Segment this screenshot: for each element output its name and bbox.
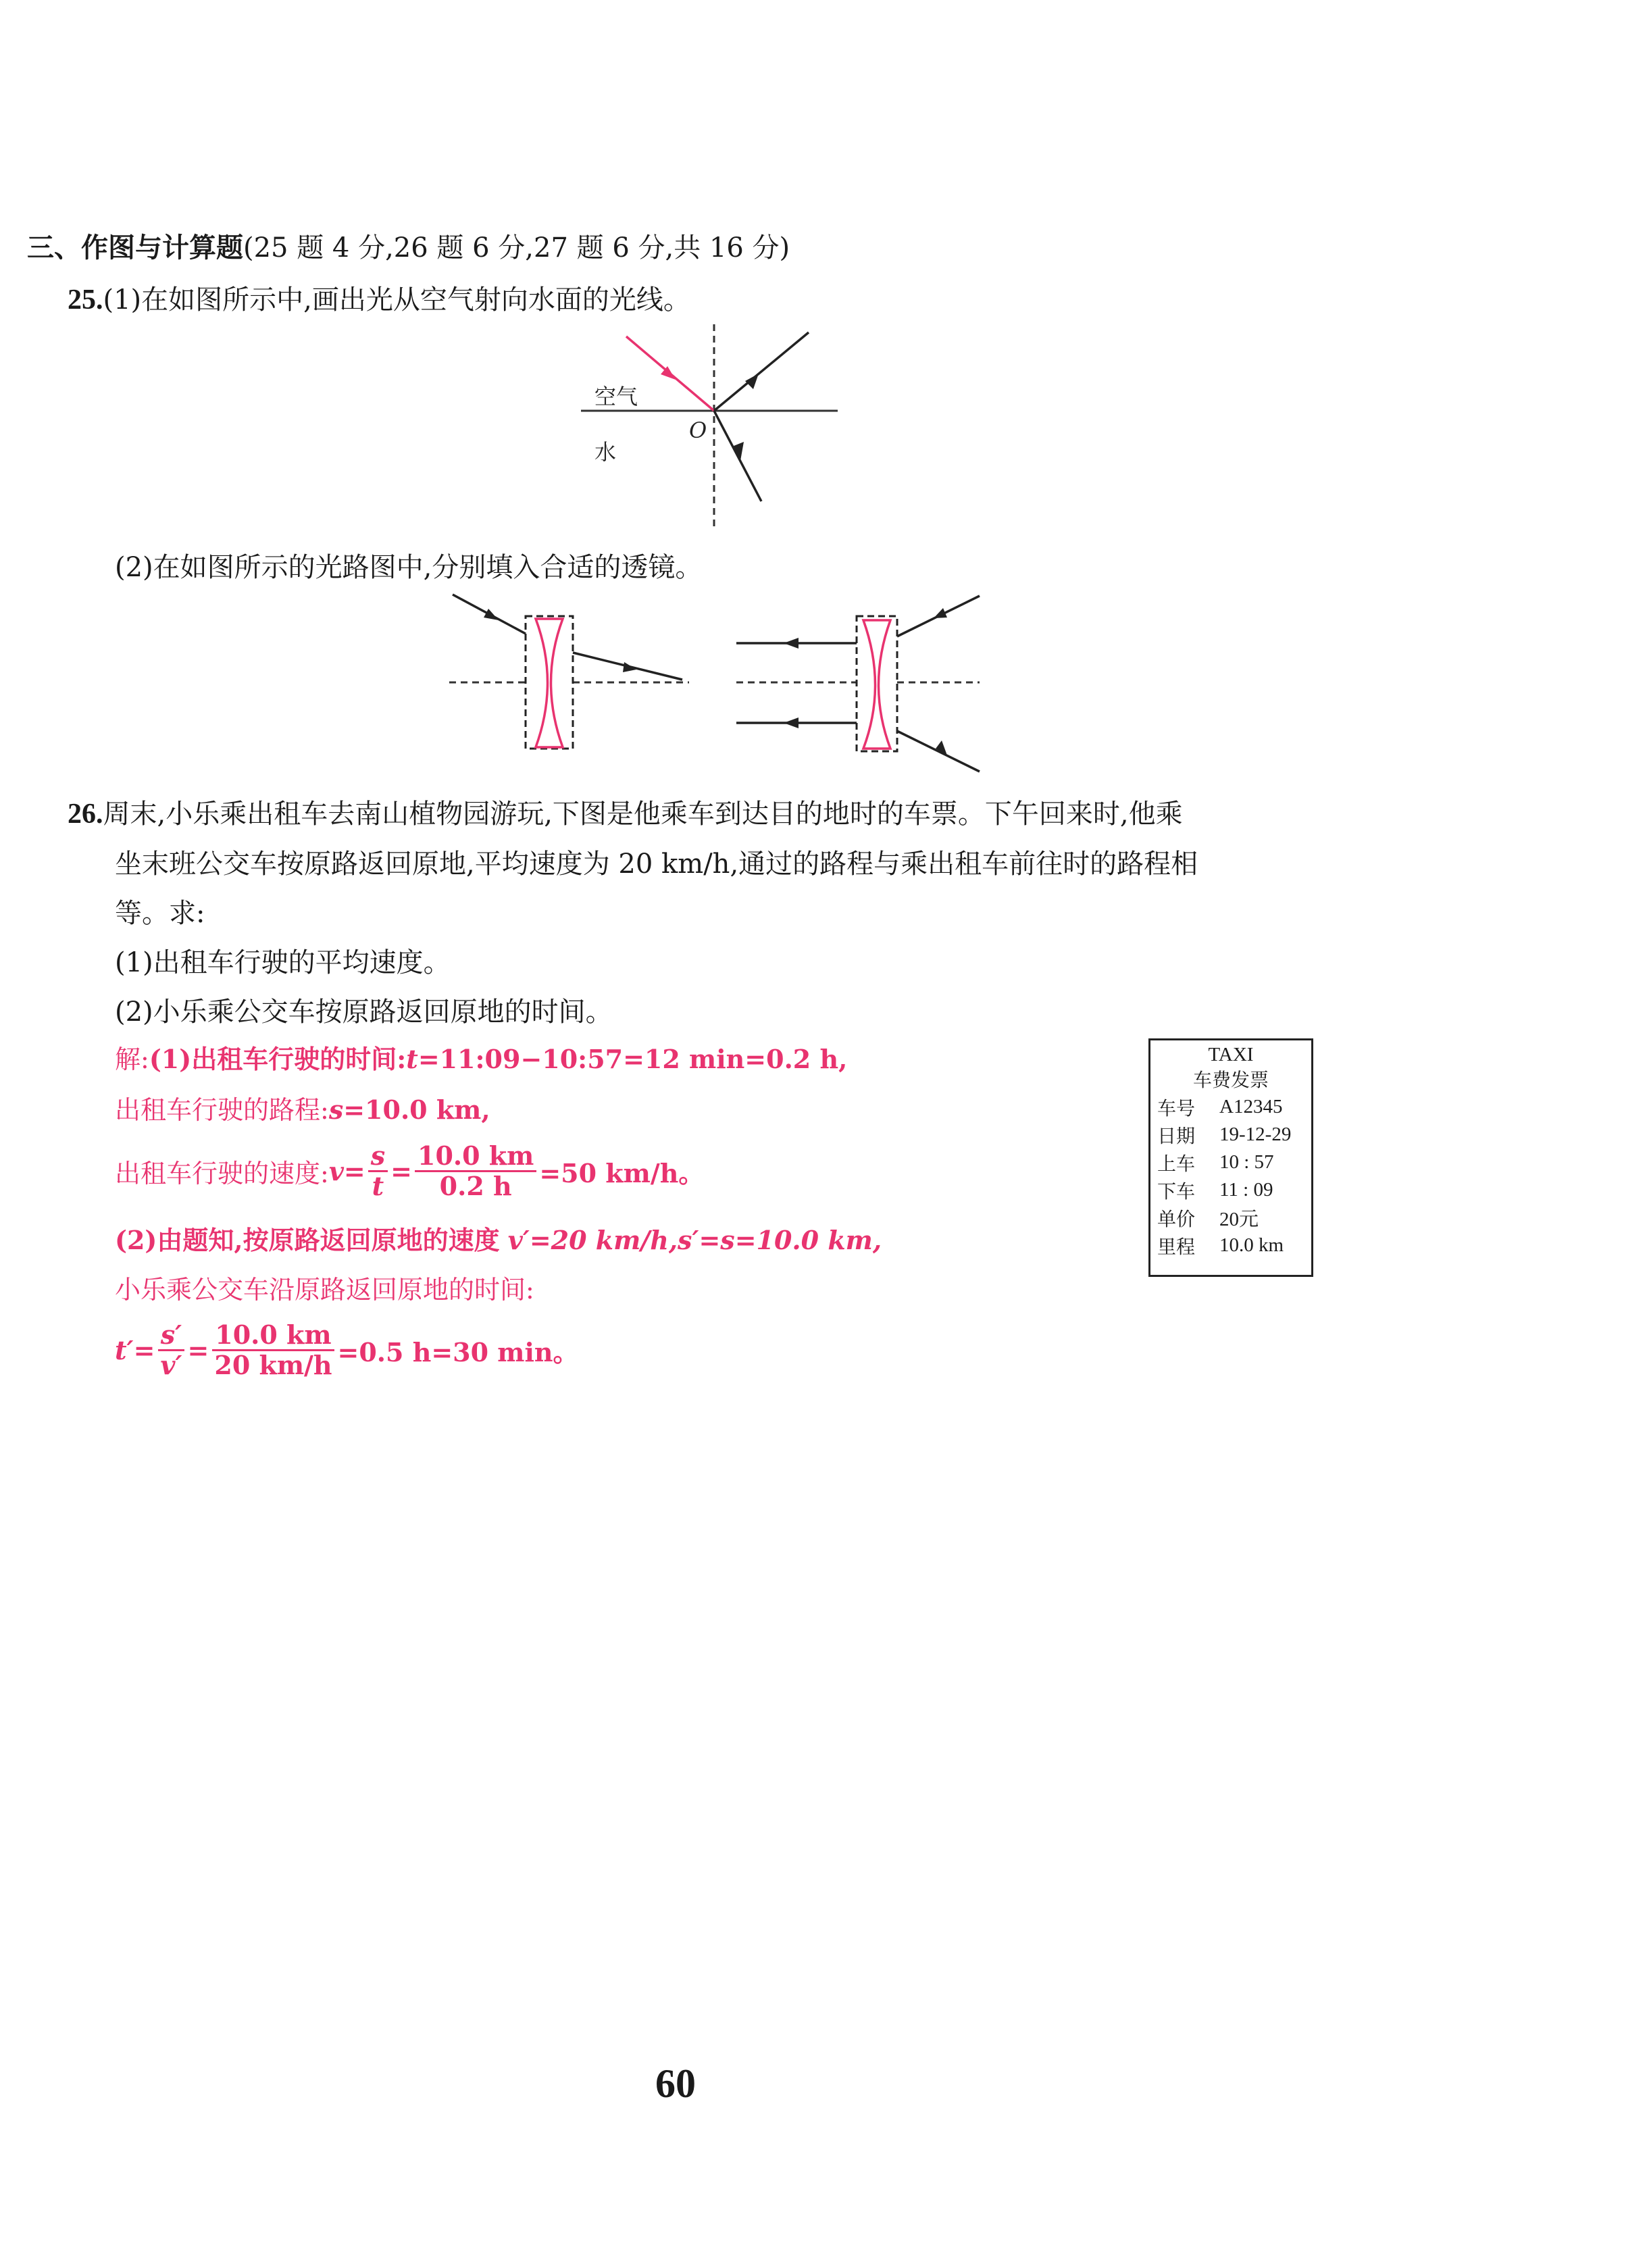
eq-sign-4: = — [187, 1334, 209, 1365]
ticket-row — [1150, 1232, 1311, 1259]
refracted-ray — [714, 411, 761, 501]
ticket-row — [1150, 1204, 1311, 1232]
page-number: 60 — [655, 2061, 696, 2106]
solution-l6-result: =0.5 h=30 min。 — [337, 1336, 579, 1367]
solution-line3 — [115, 1142, 704, 1201]
q25-number: 25. — [68, 284, 103, 316]
eq-sign-3: = — [133, 1334, 155, 1365]
solution-line5: 小乐乘公交车沿原路返回原地的时间: — [115, 1275, 534, 1305]
fraction-values — [415, 1142, 536, 1201]
ticket-value: 10 : 57 — [1219, 1151, 1274, 1173]
fraction-sprime-over-vprime — [157, 1321, 184, 1380]
solution-line6 — [115, 1321, 579, 1380]
solution-l3-result: =50 km/h。 — [539, 1157, 705, 1188]
label-water: 水 — [594, 439, 617, 465]
solution-l4-text: (2)由题知,按原路返回原地的速度 — [115, 1225, 500, 1255]
ticket-value: 10.0 km — [1219, 1234, 1284, 1256]
q26-number: 26. — [68, 799, 103, 830]
concave-lens-answer-right — [863, 620, 890, 749]
frac-num: s — [368, 1142, 388, 1172]
ticket-key: 日期 — [1157, 1124, 1196, 1147]
ticket-value: 11 : 09 — [1219, 1179, 1273, 1201]
ticket-row — [1150, 1149, 1311, 1176]
frac-den-2: 0.2 h — [439, 1170, 512, 1201]
frac-den-3: v′ — [160, 1349, 182, 1380]
taxi-ticket — [1148, 1038, 1313, 1277]
solution-l2-text: 出租车行驶的路程: — [115, 1095, 329, 1125]
eq-sign-2: = — [390, 1155, 412, 1186]
eq-sign: = — [343, 1155, 365, 1186]
fraction-s-over-t — [368, 1142, 388, 1201]
solution-l1-text: (1)出租车行驶的时间: — [149, 1044, 407, 1074]
ticket-row — [1150, 1093, 1311, 1121]
solution-l2-expr: =10.0 km, — [343, 1094, 490, 1125]
ticket-key: 单价 — [1157, 1207, 1196, 1230]
q26-sub2: (2)小乐乘公交车按原路返回原地的时间。 — [115, 997, 613, 1028]
frac-den: t — [372, 1170, 384, 1201]
fraction-values-2 — [211, 1321, 334, 1380]
concave-lens-answer-left — [536, 619, 563, 747]
lens-box-right — [857, 616, 897, 751]
ticket-key: 上车 — [1157, 1152, 1196, 1175]
ticket-value: 20元 — [1219, 1209, 1259, 1230]
reflected-ray — [714, 332, 809, 411]
ticket-title: TAXI — [1208, 1044, 1254, 1065]
solution-l3-text: 出租车行驶的速度: — [115, 1158, 329, 1188]
ticket-row — [1150, 1176, 1311, 1204]
label-o: O — [689, 418, 707, 443]
section-heading: 三、作图与计算题 — [27, 232, 243, 263]
ticket-value: A12345 — [1219, 1096, 1283, 1117]
ticket-key: 里程 — [1157, 1235, 1196, 1258]
q26-line2: 坐末班公交车按原路返回原地,平均速度为 20 km/h,通过的路程与乘出租车前往时的路程相 — [115, 849, 1198, 880]
ticket-key: 下车 — [1157, 1180, 1196, 1203]
refraction-diagram — [581, 318, 851, 534]
q25-part1 — [68, 278, 690, 317]
q26-line1 — [68, 792, 1183, 831]
var-t: t — [406, 1044, 418, 1074]
ticket-value: 19-12-29 — [1219, 1124, 1292, 1145]
section-title — [27, 226, 790, 265]
section-points: (25 题 4 分,26 题 6 分,27 题 6 分,共 16 分) — [243, 232, 790, 263]
q25-part2: (2)在如图所示的光路图中,分别填入合适的透镜。 — [115, 552, 703, 583]
frac-num-2: 10.0 km — [415, 1142, 536, 1172]
reflected-ray-arrow — [745, 374, 759, 389]
lens-diagrams — [446, 588, 986, 777]
solution-l1-expr: =11:09−10:57=12 min=0.2 h, — [417, 1044, 848, 1074]
q26-line1-text: 周末,小乐乘出租车去南山植物园游玩,下图是他乘车到达目的地时的车票。下午回来时,他乘 — [103, 799, 1183, 830]
solution-l4-expr: v′=20 km/h,s′=s=10.0 km, — [507, 1225, 882, 1255]
var-s: s — [328, 1094, 344, 1125]
var-t-prime: t′ — [115, 1334, 134, 1365]
label-air: 空气 — [594, 384, 638, 409]
solution-line4 — [115, 1219, 882, 1257]
lens-box-left — [526, 616, 573, 749]
var-v: v — [328, 1155, 344, 1186]
solution-prefix: 解: — [115, 1044, 149, 1074]
q25-part1-text: (1)在如图所示中,画出光从空气射向水面的光线。 — [103, 284, 690, 316]
frac-num-3: s′ — [158, 1321, 184, 1351]
solution-line2 — [115, 1089, 490, 1126]
q26-sub1: (1)出租车行驶的平均速度。 — [115, 947, 451, 978]
ticket-row — [1150, 1121, 1311, 1149]
frac-den-4: 20 km/h — [214, 1349, 332, 1380]
solution-line1 — [115, 1038, 847, 1076]
ticket-key: 车号 — [1157, 1097, 1196, 1119]
q26-line3: 等。求: — [115, 898, 205, 929]
frac-num-4: 10.0 km — [212, 1321, 334, 1351]
ticket-subtitle: 车费发票 — [1192, 1069, 1269, 1091]
